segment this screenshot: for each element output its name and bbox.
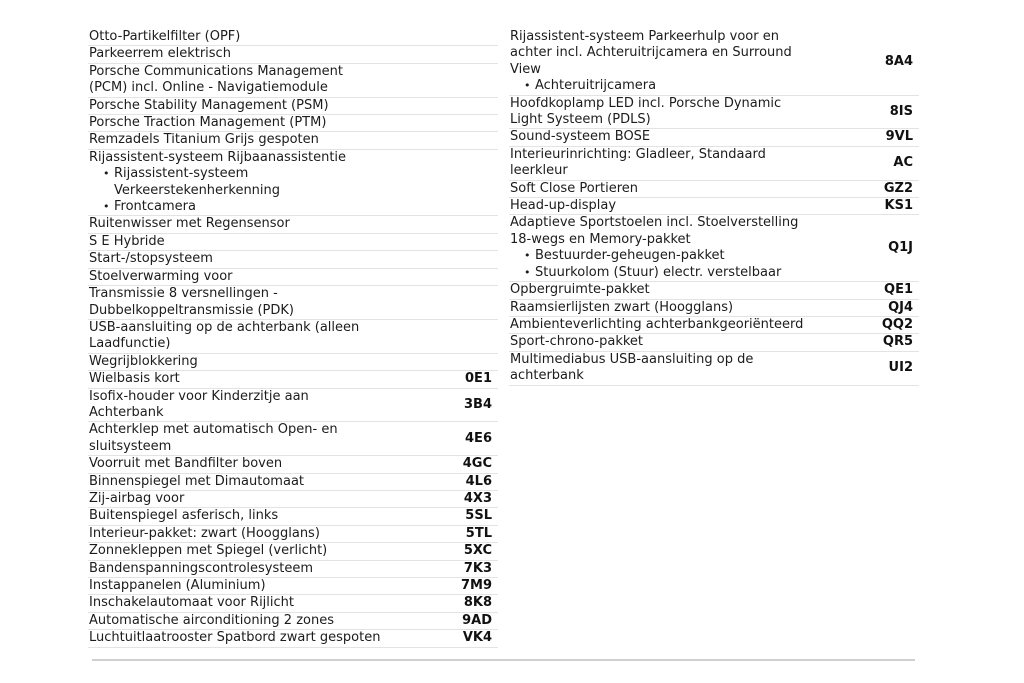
option-description bbox=[509, 334, 853, 350]
option-description bbox=[88, 422, 432, 455]
option-row bbox=[88, 526, 498, 543]
option-sub-items bbox=[510, 78, 853, 94]
option-code: 8K8 bbox=[463, 595, 492, 611]
option-description bbox=[509, 129, 853, 145]
option-label: Transmissie 8 versnellingen - Dubbelkoppeltransmissie (PDK) bbox=[89, 286, 294, 318]
option-label: Luchtuitlaatrooster Spatbord zwart gespoten bbox=[89, 630, 381, 646]
option-row bbox=[88, 216, 498, 233]
option-code: Q1J bbox=[888, 240, 913, 256]
option-row bbox=[88, 561, 498, 578]
option-label: Porsche Stability Management (PSM) bbox=[89, 97, 329, 113]
option-row bbox=[88, 371, 498, 388]
option-label: Stoelverwarming voor bbox=[89, 268, 233, 284]
option-sub-item-label: Achteruitrijcamera bbox=[535, 78, 657, 94]
option-label: Opbergruimte-pakket bbox=[510, 282, 650, 298]
option-label: Automatische airconditioning 2 zones bbox=[89, 612, 334, 628]
option-description bbox=[88, 150, 432, 216]
option-description bbox=[509, 352, 853, 385]
option-sub-item bbox=[522, 265, 853, 281]
option-row bbox=[88, 251, 498, 268]
option-row bbox=[509, 352, 919, 386]
option-row bbox=[88, 286, 498, 320]
option-row bbox=[88, 354, 498, 371]
option-description bbox=[509, 198, 853, 214]
option-row bbox=[88, 320, 498, 354]
option-description bbox=[509, 317, 853, 333]
option-row bbox=[509, 181, 919, 198]
option-label: Remzadels Titanium Grijs gespoten bbox=[89, 132, 319, 148]
option-description bbox=[88, 269, 432, 285]
option-description bbox=[88, 320, 432, 353]
option-label: Adaptieve Sportstoelen incl. Stoelverstelling 18-wegs en Memory-pakket bbox=[510, 215, 799, 247]
option-row bbox=[88, 578, 498, 595]
option-code: 8IS bbox=[889, 103, 913, 119]
option-label: Parkeerrem elektrisch bbox=[89, 46, 231, 62]
option-row bbox=[88, 613, 498, 630]
option-code: 9AD bbox=[462, 612, 492, 628]
option-description bbox=[88, 46, 432, 62]
bullet-icon: • bbox=[524, 265, 531, 279]
option-description bbox=[88, 578, 432, 594]
option-row bbox=[88, 98, 498, 115]
option-row bbox=[509, 129, 919, 146]
option-label: Raamsierlijsten zwart (Hoogglans) bbox=[510, 299, 734, 315]
option-row bbox=[88, 456, 498, 473]
option-label: Zonnekleppen met Spiegel (verlicht) bbox=[89, 543, 328, 559]
option-label: Sport-chrono-pakket bbox=[510, 334, 644, 350]
option-label: Zij-airbag voor bbox=[89, 490, 185, 506]
option-code: QE1 bbox=[884, 282, 913, 298]
option-description bbox=[88, 595, 432, 611]
option-sub-item bbox=[101, 166, 432, 199]
option-row bbox=[509, 282, 919, 299]
option-description bbox=[88, 491, 432, 507]
option-description bbox=[509, 282, 853, 298]
option-row bbox=[88, 508, 498, 525]
option-description bbox=[88, 613, 432, 629]
option-description bbox=[88, 456, 432, 472]
option-description bbox=[88, 286, 432, 319]
option-label: Isofix-houder voor Kinderzitje aan Achterbank bbox=[89, 388, 309, 420]
option-code: AC bbox=[893, 155, 913, 171]
option-sub-item-label: Stuurkolom (Stuur) electr. verstelbaar bbox=[535, 264, 782, 280]
options-list-left bbox=[88, 29, 498, 648]
option-code: QJ4 bbox=[888, 299, 913, 315]
option-code: QR5 bbox=[882, 334, 913, 350]
option-code: 5SL bbox=[465, 508, 492, 524]
option-code: 3B4 bbox=[464, 396, 492, 412]
option-label: Ambienteverlichting achterbankgeoriënteerd bbox=[510, 316, 804, 332]
option-code: 0E1 bbox=[465, 371, 492, 387]
option-label: Inschakelautomaat voor Rijlicht bbox=[89, 595, 294, 611]
option-code: 5XC bbox=[463, 543, 492, 559]
option-row bbox=[88, 389, 498, 423]
option-label: Wielbasis kort bbox=[89, 371, 180, 387]
option-row bbox=[88, 46, 498, 63]
option-row bbox=[509, 198, 919, 215]
option-label: Binnenspiegel met Dimautomaat bbox=[89, 473, 305, 489]
option-code: 4GC bbox=[462, 456, 492, 472]
option-label: S E Hybride bbox=[89, 233, 165, 249]
option-code: 9VL bbox=[885, 129, 913, 145]
option-description bbox=[88, 64, 432, 97]
option-code: 4X3 bbox=[463, 490, 492, 506]
option-label: Ruitenwisser met Regensensor bbox=[89, 216, 290, 232]
option-label: Multimediabus USB-aansluiting op de achterbank bbox=[510, 351, 754, 384]
option-description bbox=[88, 29, 432, 45]
option-description bbox=[509, 215, 853, 281]
option-code: GZ2 bbox=[883, 180, 913, 196]
option-description bbox=[88, 216, 432, 232]
option-row bbox=[88, 29, 498, 46]
bullet-icon: • bbox=[103, 167, 110, 181]
option-label: Porsche Communications Management (PCM) incl. Online - Navigatiemodule bbox=[89, 63, 343, 96]
bullet-icon: • bbox=[103, 200, 110, 214]
option-row bbox=[509, 147, 919, 181]
option-description bbox=[88, 508, 432, 524]
option-sub-item bbox=[522, 78, 853, 94]
option-code: 7K3 bbox=[463, 560, 492, 576]
option-row bbox=[509, 29, 919, 96]
option-label: Sound-systeem BOSE bbox=[510, 129, 651, 145]
option-code: UI2 bbox=[888, 359, 913, 375]
option-label: Otto-Partikelfilter (OPF) bbox=[89, 29, 241, 44]
option-row bbox=[88, 132, 498, 149]
option-label: Porsche Traction Management (PTM) bbox=[89, 115, 327, 131]
option-description bbox=[88, 389, 432, 422]
option-row bbox=[88, 595, 498, 612]
option-row bbox=[509, 96, 919, 130]
option-description bbox=[88, 115, 432, 131]
option-description bbox=[88, 251, 432, 267]
option-row bbox=[88, 64, 498, 98]
option-description bbox=[88, 132, 432, 148]
option-label: Soft Close Portieren bbox=[510, 180, 639, 196]
option-label: Interieurinrichting: Gladleer, Standaard leerkleur bbox=[510, 146, 766, 179]
option-row bbox=[509, 317, 919, 334]
option-row bbox=[88, 474, 498, 491]
bullet-icon: • bbox=[524, 79, 531, 93]
option-label: Head-up-display bbox=[510, 198, 617, 214]
option-row bbox=[88, 630, 498, 647]
option-sub-items bbox=[510, 248, 853, 281]
option-code: 4E6 bbox=[465, 430, 492, 446]
option-description bbox=[509, 181, 853, 197]
option-description bbox=[88, 354, 432, 370]
option-sub-items bbox=[89, 166, 432, 215]
option-description bbox=[509, 29, 853, 95]
option-description bbox=[509, 300, 853, 316]
options-list-right bbox=[509, 29, 919, 386]
option-description bbox=[88, 630, 432, 646]
option-description bbox=[88, 561, 432, 577]
option-sub-item bbox=[522, 248, 853, 264]
option-code: VK4 bbox=[462, 630, 492, 646]
option-label: Rijassistent-systeem Parkeerhulp voor en achter incl. Achteruitrijcamera en Surround View bbox=[510, 29, 792, 77]
option-description bbox=[88, 543, 432, 559]
option-sub-item-label: Bestuurder-geheugen-pakket bbox=[535, 248, 725, 264]
option-code: 5TL bbox=[465, 525, 492, 541]
option-label: Wegrijblokkering bbox=[89, 353, 198, 369]
option-row bbox=[88, 234, 498, 251]
option-row bbox=[88, 422, 498, 456]
option-row bbox=[88, 150, 498, 217]
option-label: Instappanelen (Aluminium) bbox=[89, 578, 266, 593]
option-label: Bandenspanningscontrolesysteem bbox=[89, 560, 314, 576]
option-label: Achterklep met automatisch Open- en sluitsysteem bbox=[89, 422, 338, 454]
option-label: Buitenspiegel asferisch, links bbox=[89, 508, 279, 524]
option-label: Voorruit met Bandfilter boven bbox=[89, 456, 283, 472]
option-description bbox=[88, 234, 432, 250]
option-row bbox=[509, 215, 919, 282]
option-row bbox=[88, 543, 498, 560]
option-row bbox=[509, 334, 919, 351]
option-label: Hoofdkoplamp LED incl. Porsche Dynamic Light Systeem (PDLS) bbox=[510, 95, 782, 128]
option-code: 4L6 bbox=[465, 473, 492, 489]
option-description bbox=[88, 474, 432, 490]
option-sub-item-label: Rijassistent-systeem Verkeerstekenherkenning bbox=[114, 166, 281, 198]
option-label: Start-/stopsysteem bbox=[89, 251, 213, 267]
bullet-icon: • bbox=[524, 249, 531, 263]
option-code: 8A4 bbox=[884, 53, 913, 69]
option-description bbox=[88, 526, 432, 542]
option-sub-item-label: Frontcamera bbox=[114, 199, 196, 215]
option-code: KS1 bbox=[884, 198, 913, 214]
option-description bbox=[509, 96, 853, 129]
option-row bbox=[509, 300, 919, 317]
option-row bbox=[88, 115, 498, 132]
option-sub-item bbox=[101, 199, 432, 215]
option-code: QQ2 bbox=[881, 316, 913, 332]
option-description bbox=[88, 371, 432, 387]
bottom-divider bbox=[92, 659, 915, 661]
option-label: Rijassistent-systeem Rijbaanassistentie bbox=[89, 149, 347, 165]
option-label: Interieur-pakket: zwart (Hoogglans) bbox=[89, 525, 320, 541]
option-row bbox=[88, 491, 498, 508]
option-row bbox=[88, 269, 498, 286]
option-label: USB-aansluiting op de achterbank (alleen Laadfunctie) bbox=[89, 319, 360, 352]
option-code: 7M9 bbox=[460, 578, 492, 593]
option-description bbox=[509, 147, 853, 180]
option-description bbox=[88, 98, 432, 114]
